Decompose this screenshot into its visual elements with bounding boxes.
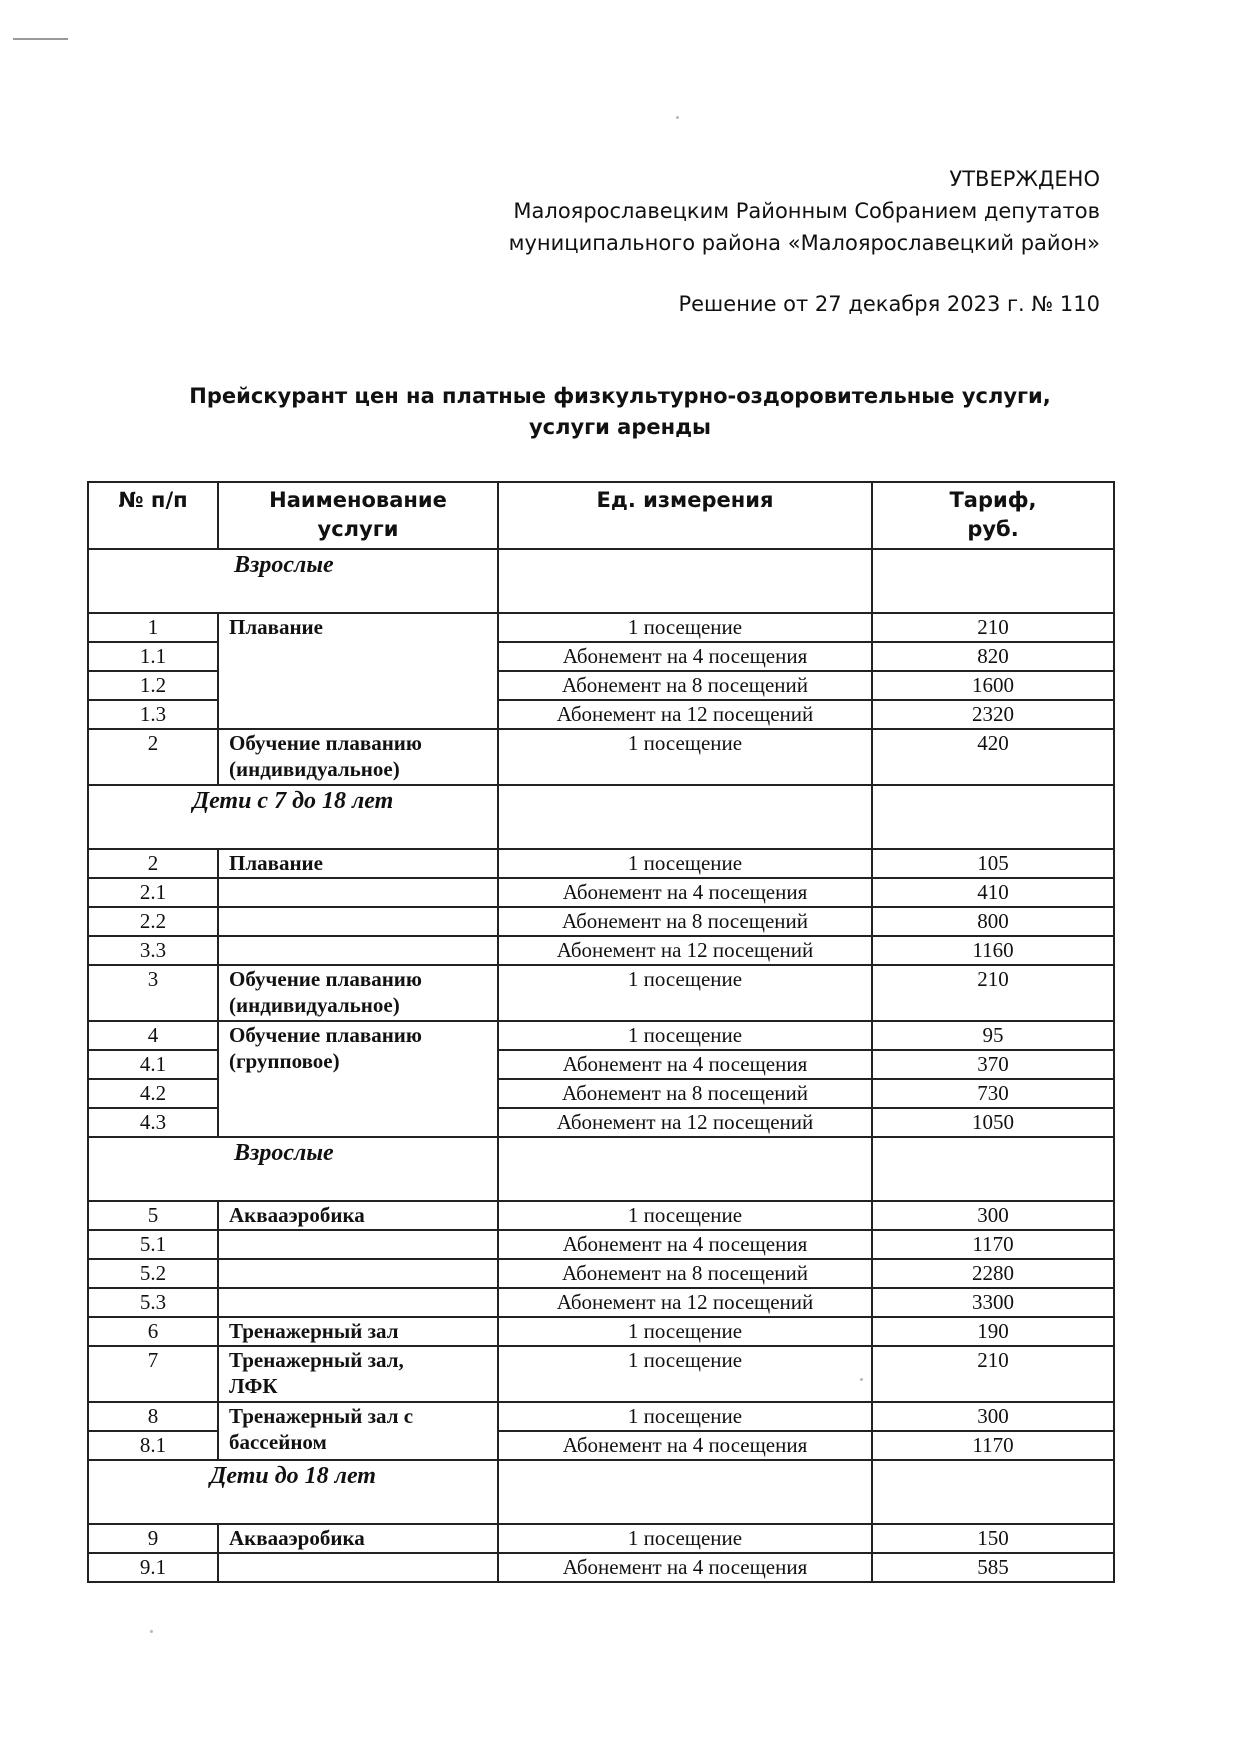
title-line-2: услуги аренды <box>528 415 712 439</box>
section-row-children <box>88 785 1114 849</box>
section-row-adults <box>88 549 1114 613</box>
table-row: 8.1 Абонемент на 4 посещения 1170 <box>88 1431 1114 1460</box>
table-row: 4.1 Абонемент на 4 посещения 370 <box>88 1050 1114 1079</box>
table-row: 5.2 Абонемент на 8 посещений 2280 <box>88 1259 1114 1288</box>
table-row: 7 Тренажерный зал, ЛФК 1 посещение 210 <box>88 1346 1114 1402</box>
section-label: Дети до 18 лет <box>88 1460 498 1524</box>
scan-speck <box>676 116 679 119</box>
service-name: Плавание <box>218 613 498 729</box>
approval-block <box>509 163 1100 320</box>
price-table <box>87 481 1115 1583</box>
header-unit: Ед. измерения <box>498 482 872 549</box>
document-title <box>100 381 1140 443</box>
table-row: 6 Тренажерный зал 1 посещение 190 <box>88 1317 1114 1346</box>
service-name: Аквааэробика <box>218 1201 498 1230</box>
approval-district: муниципального района «Малоярославецкий район» <box>508 231 1100 255</box>
table-row: 2 Обучение плаванию (индивидуальное) 1 посещение 420 <box>88 729 1114 785</box>
service-name: Обучение плаванию (индивидуальное) <box>218 965 498 1021</box>
service-name: Тренажерный зал с бассейном <box>218 1402 498 1460</box>
table-row: 3.3 Абонемент на 12 посещений 1160 <box>88 936 1114 965</box>
service-name: Обучение плаванию (групповое) <box>218 1021 498 1137</box>
table-row: 5 Аквааэробика 1 посещение 300 <box>88 1201 1114 1230</box>
header-num: № п/п <box>88 482 218 549</box>
title-line-1: Прейскурант цен на платные физкультурно-оздоровительные услуги, <box>189 384 1051 408</box>
header-name: Наименование услуги <box>218 482 498 549</box>
table-row: 3 Обучение плаванию (индивидуальное) 1 посещение 210 <box>88 965 1114 1021</box>
scan-artifact-mark <box>13 38 68 40</box>
table-row: 4.3 Абонемент на 12 посещений 1050 <box>88 1108 1114 1137</box>
header-tariff: Тариф, руб. <box>872 482 1114 549</box>
table-row: 1.1 Абонемент на 4 посещения 820 <box>88 642 1114 671</box>
service-name: Тренажерный зал, ЛФК <box>218 1346 498 1402</box>
section-row-adults <box>88 1137 1114 1201</box>
table-row: 2.2 Абонемент на 8 посещений 800 <box>88 907 1114 936</box>
table-header-row <box>88 482 1114 549</box>
approval-heading: УТВЕРЖДЕНО <box>949 167 1100 191</box>
service-name: Аквааэробика <box>218 1524 498 1553</box>
table-row: 4.2 Абонемент на 8 посещений 730 <box>88 1079 1114 1108</box>
approval-authority: Малоярославецким Районным Собранием депутатов <box>513 199 1100 223</box>
service-name: Тренажерный зал <box>218 1317 498 1346</box>
table-row: 1.3 Абонемент на 12 посещений 2320 <box>88 700 1114 729</box>
table-row: 4 Обучение плаванию (групповое) 1 посещение 95 <box>88 1021 1114 1050</box>
table-row: 8 Тренажерный зал с бассейном 1 посещение 300 <box>88 1402 1114 1431</box>
table-row: 2.1 Абонемент на 4 посещения 410 <box>88 878 1114 907</box>
service-name: Плавание <box>218 849 498 878</box>
table-row: 2 Плавание 1 посещение 105 <box>88 849 1114 878</box>
section-label: Взрослые <box>88 1137 498 1201</box>
table-row: 9 Аквааэробика 1 посещение 150 <box>88 1524 1114 1553</box>
scan-speck <box>150 1630 153 1633</box>
service-name: Обучение плаванию (индивидуальное) <box>218 729 498 785</box>
table-row: 5.3 Абонемент на 12 посещений 3300 <box>88 1288 1114 1317</box>
section-row-children <box>88 1460 1114 1524</box>
table-row: 9.1 Абонемент на 4 посещения 585 <box>88 1553 1114 1582</box>
table-row: 1 Плавание 1 посещение 210 <box>88 613 1114 642</box>
section-label: Взрослые <box>88 549 498 613</box>
section-label: Дети с 7 до 18 лет <box>88 785 498 849</box>
table-row: 5.1 Абонемент на 4 посещения 1170 <box>88 1230 1114 1259</box>
decision-reference: Решение от 27 декабря 2023 г. № 110 <box>678 292 1100 316</box>
table-row: 1.2 Абонемент на 8 посещений 1600 <box>88 671 1114 700</box>
